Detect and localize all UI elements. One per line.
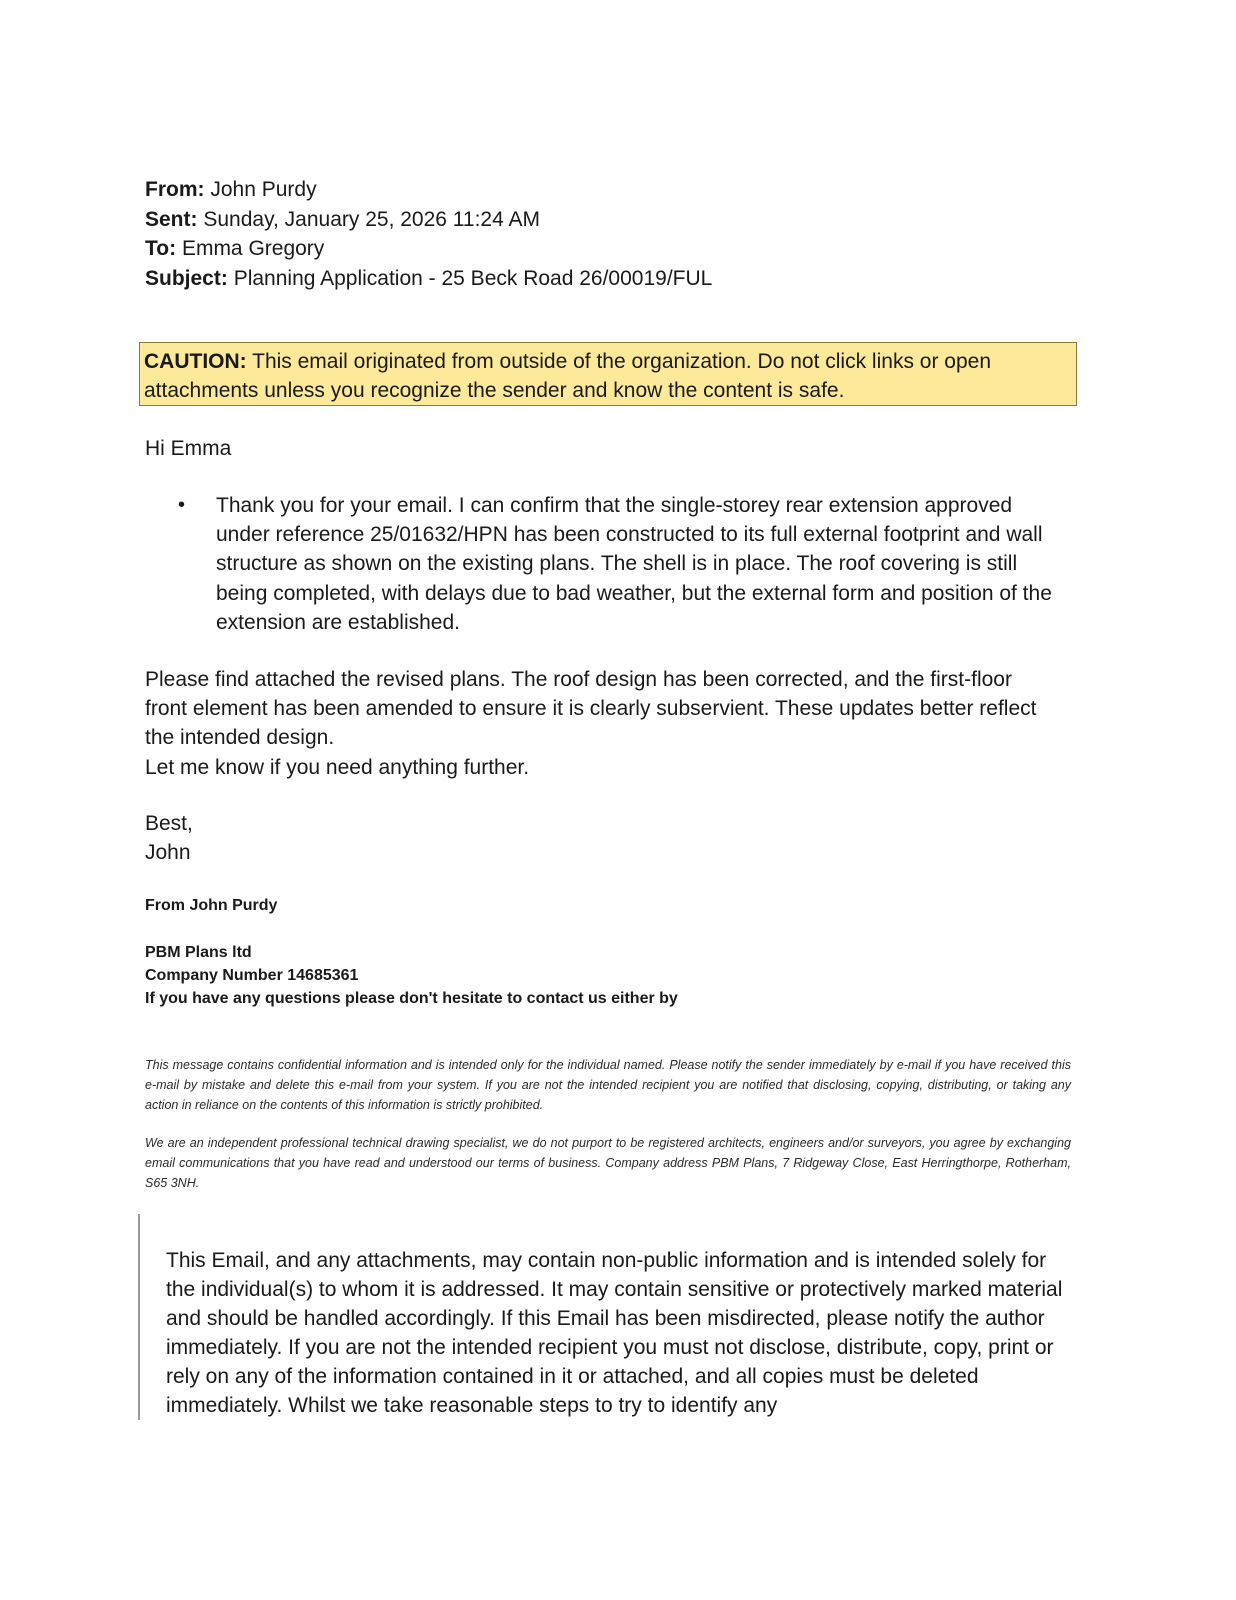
confidentiality-disclaimer: This message contains confidential information and is intended only for the individual named. Please notify the sender immediately by e-mail if you have received this e-mail by mistake and delete this e-mail from your system. If you are not the intended recipient you are notified that disclosing, copying, distributing, or taking any action in reliance on the contents of this information is strictly prohibited. [145,1058,1071,1112]
greeting: Hi Emma [145,437,232,460]
bullet-item: Thank you for your email. I can confirm that the single-storey rear extension approved under reference 25/01632/HPN has been constructed to its full external footprint and wall structure as shown on the existing plans. The shell is in place. The roof covering is still being completed, with delays due to bad weather, but the external form and position of the extension are established. [216,494,1052,634]
company-number: Company Number 14685361 [145,967,359,984]
bullet-list [145,491,1065,637]
signoff [145,809,193,867]
quoted-notice: This Email, and any attachments, may contain non-public information and is intended solely for the individual(s) to whom it is addressed. It may contain sensitive or protectively marked material and should be handled accordingly. If this Email has been misdirected, please notify the author immediately. If you are not the intended recipient you must not disclose, distribute, copy, print or rely on any of the information contained in it or attached, and all copies must be deleted immediately. Whilst we take reasonable steps to try to identify any [166,1249,1063,1417]
bullet-icon: • [178,494,186,516]
from-label: From: [145,178,205,201]
subject-label: Subject: [145,266,228,290]
caution-text: This email originated from outside of the organization. Do not click links or open attachments unless you recognize the sender and know the content is safe. [144,350,992,402]
company-name: PBM Plans ltd [145,944,252,961]
to-value: Emma Gregory [181,237,325,260]
body-paragraph [145,665,1050,782]
subject-line [145,264,1045,294]
to-line [145,234,1045,264]
sent-label: Sent: [145,207,198,231]
professional-disclaimer: We are an independent professional technical drawing specialist, we do not purport to be registered architects, engineers and/or surveyors, you agree by exchanging email communications that you have read and understood our terms of business. Company address PBM Plans, 7 Ridgeway Close, East Herringthorpe, Rotherham, S65 3NH. [145,1136,1071,1190]
quote-bar [138,1214,140,1420]
email-header [145,175,1045,293]
sent-line [145,205,1045,235]
signoff-best: Best, [145,812,193,835]
sent-value: Sunday, January 25, 2026 11:24 AM [203,207,540,231]
signature-company [145,941,678,1010]
subject-value: Planning Application - 25 Beck Road 26/00019/FUL [233,266,713,290]
to-label: To: [145,237,177,260]
caution-banner [139,342,1077,406]
signoff-name: John [145,841,191,864]
contact-line: If you have any questions please don't hesitate to contact us either by [145,990,678,1007]
from-value: John Purdy [210,178,317,201]
caution-label: CAUTION: [144,350,247,373]
from-line [145,175,1045,205]
paragraph-let-me-know: Let me know if you need anything further. [145,755,530,779]
paragraph-revised-plans: Please find attached the revised plans. The roof design has been corrected, and the first-floor front element has been amended to ensure it is clearly subservient. These updates better reflect the intended design. [145,668,1037,750]
signature-from: From John Purdy [145,897,278,914]
